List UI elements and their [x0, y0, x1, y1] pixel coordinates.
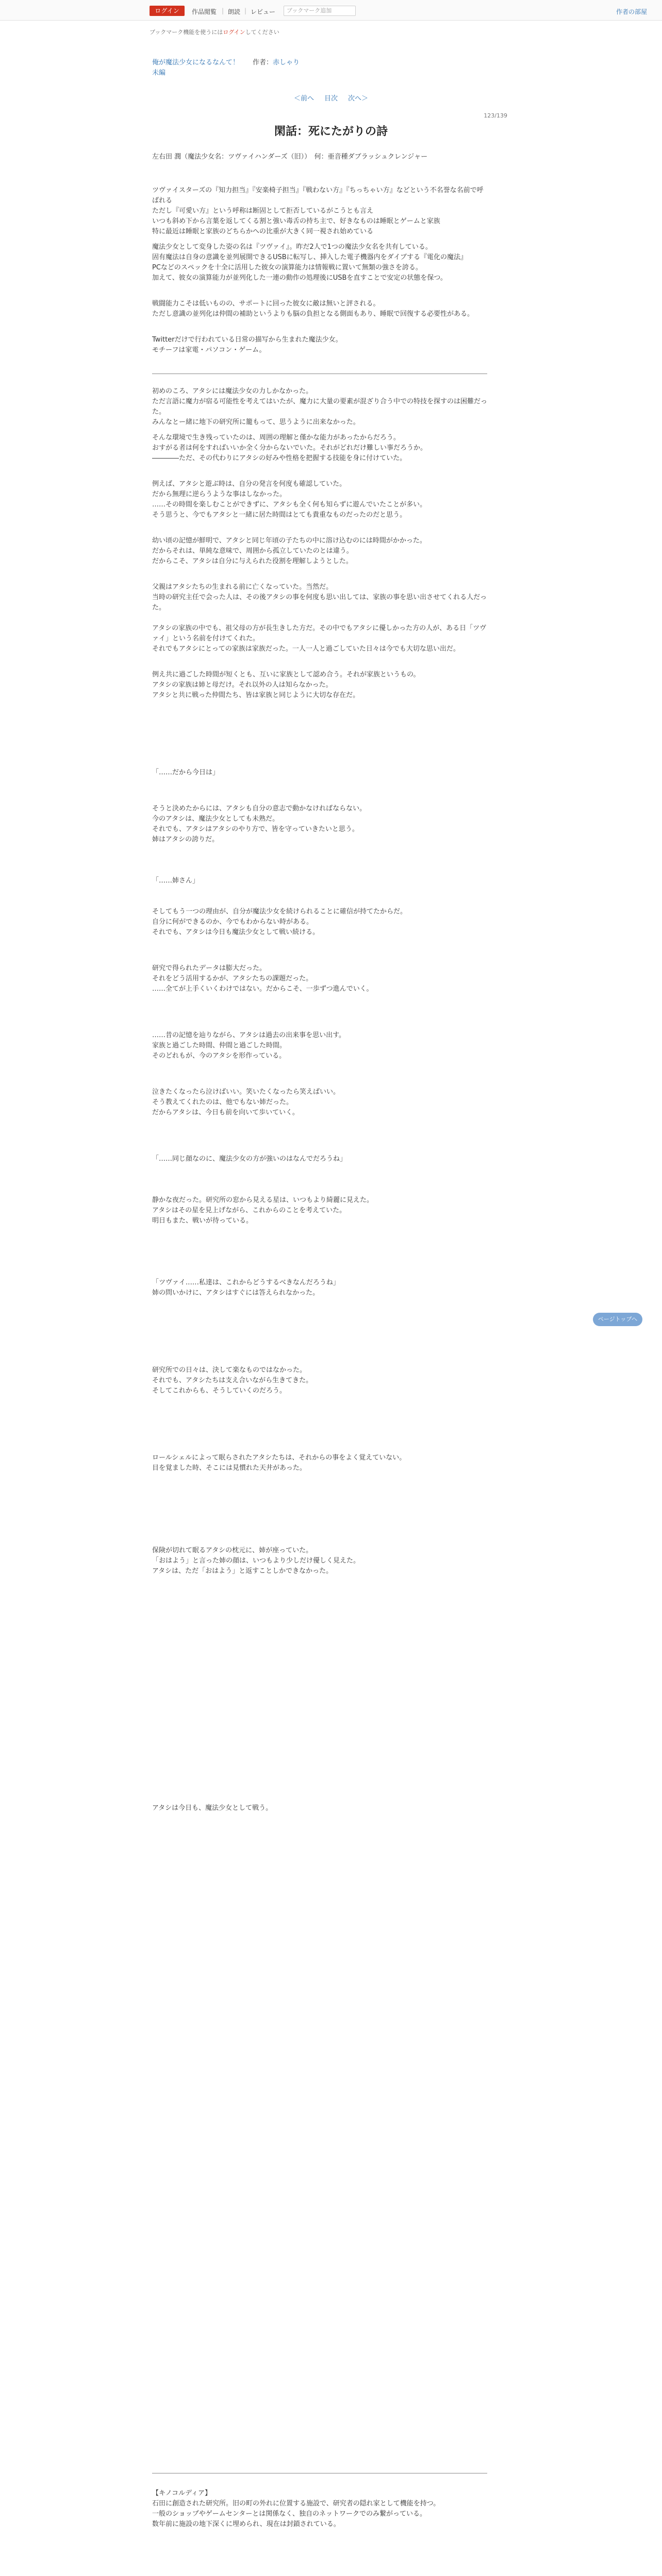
preface-paragraph: 左右田 潤（魔法少女名：ツヴァイハンダーズ（旧）） 何：亜音種ダブラッシュクレンジャー: [152, 153, 428, 161]
episode-number: 123/139: [484, 112, 507, 119]
preface-paragraph: Twitterだけで行われている日常の描写から生まれた魔法少女。 モチーフは家電・パソコン・ゲーム。: [152, 336, 342, 354]
login-button[interactable]: ログイン: [150, 6, 185, 16]
body-paragraph: 例え共に過ごした時間が短くとも、互いに家族として認め合う。それが家族というもの。 アタシの家族は姉と母だけ。それ以外の人は知らなかった。 アタシと共に戦った仲間たち、皆は家族と同じように大切な存在だ。: [152, 671, 420, 699]
body-paragraph: アタシの家族の中でも、祖父母の方が長生きした方だ。その中でもアタシに優しかった方の人が、ある日「ツヴァイ」という名前を付けてくれた。 それでもアタシにとっての家族は家族だった。一人一人と過ごしていた日々は今でも大切な思い出だ。: [152, 624, 487, 653]
body-paragraph: 初めのころ、アタシには魔法少女の力しかなかった。 ただ言語に魔力が宿る可能性を考えてはいたが、魔力に大量の要素が混ざり合う中での特技を探すのは困難だった。 みんなとー緒に地下の研究所に籠もって、思うように出来なかった。: [152, 387, 488, 426]
body-paragraph: そしてもう一つの理由が、自分が魔法少女を続けられることに確信が持てたからだ。 自分に何ができるのか、今でもわからない時がある。 それでも、アタシは今日も魔法少女として戦い続ける。: [152, 908, 407, 936]
body-paragraph: 例えば、アタシと遊ぶ時は、自分の発言を何度も確認していた。 だから無理に逆らうような事はしなかった。 ……その時間を楽しむことができずに、アタシも全く何も知らずに遊んでいたことが多い。 そう思うと、今でもアタシと一緒に居た時間はとても貴重なものだったのだと思う。: [152, 480, 427, 519]
dialogue-line: 「……だから今日は」: [152, 769, 220, 776]
series-status: 未編: [152, 69, 166, 77]
preface-paragraph: 戦闘能力こそは低いものの、サポートに回った彼女に敵は無いと評される。 ただし意識の並列化は仲間の補助というよりも脳の負担となる側面もあり、睡眠で回復する必要性がある。: [152, 300, 474, 318]
nav-separator: |: [244, 7, 247, 14]
dialogue-line: 「……同じ顔なのに、魔法少女の方が強いのはなんでだろうね」: [152, 1155, 347, 1163]
nav-reviews[interactable]: レビュー: [251, 8, 276, 15]
body-paragraph: 静かな夜だった。研究所の窓から見える星は、いつもより綺麗に見えた。 アタシはその星を見上げながら、これからのことを考えていた。 明日もまた、戦いが待っている。: [152, 1196, 374, 1225]
body-paragraph: そうと決めたからには、アタシも自分の意志で動かなければならない。 今のアタシは、魔法少女としても未熟だ。 それでも、アタシはアタシのやり方で、皆を守っていきたいと思う。 姉はアタシの誇りだ。: [152, 805, 367, 843]
bookmark-notice: [150, 28, 279, 36]
notice-login-link[interactable]: ログイン: [223, 29, 245, 36]
series-title-link[interactable]: 俺が魔法少女になるなんて！: [152, 59, 240, 66]
top-bar: [0, 0, 662, 21]
body-paragraph: アタシは今日も、魔法少女として戦う。: [152, 1804, 273, 1812]
author-home-link[interactable]: 作者の部屋: [616, 8, 648, 15]
nav-works[interactable]: 作品閲覧: [192, 8, 217, 15]
pager-top: [0, 93, 662, 103]
afterword-paragraph: 石田に創造された研究所。旧の町の外れに位置する施設で、研究者の隠れ家として機能を持つ。 一般のショップやゲームセンターとは関係なく、独自のネットワークでのみ繋がっている。 数年前に施設の地下深くに埋められ、現在は封鎖されている。: [152, 2500, 440, 2528]
page-top-button[interactable]: ページトップへ: [593, 1313, 642, 1326]
episode-title: 閑話：死にたがりの詩: [274, 125, 388, 138]
notice-prefix: ブックマーク機能を使うには: [150, 29, 223, 36]
nav-reading[interactable]: 朗読: [228, 8, 241, 15]
pager-next[interactable]: 次へ＞: [348, 95, 369, 103]
pager-index[interactable]: 目次: [324, 95, 338, 103]
body-paragraph: 研究所での日々は、決して楽なものではなかった。 それでも、アタシたちは支え合いながら生きてきた。 そしてこれからも、そうしていくのだろう。: [152, 1366, 313, 1395]
body-paragraph: 幼い頃の記憶が鮮明で、アタシと同じ年頃の子たちの中に溶け込むのには時間がかかった。 だからそれは、単純な意味で、周囲から孤立していたのとは違う。 だからこそ、アタシは自分に与えられた役割を理解しようとした。: [152, 537, 426, 565]
author-link[interactable]: 赤しゃり: [273, 59, 300, 66]
preface-paragraph: 魔法少女として変身した姿の名は『ツヴァイ』。昨だ2人で1つの魔法少女名を共有している。 固有魔法は自身の意識を並列展開できるUSBに転写し、挿入した電子機器内をダイブする『電化の魔法』 PCなどのスペックを十全に活用した彼女の演算能力は情報戦に置いて無類の強さを誇る。 加えて、彼女の演算能力が並列化した一連の動作の処理後にUSBを直すことで安定の状態を保つ。: [152, 243, 468, 282]
bookmark-add-box[interactable]: ブックマーク追加: [284, 6, 356, 16]
body-paragraph: 保険が切れて眠るアタシの枕元に、姉が座っていた。 「おはよう」と言った姉の顔は、いつもより少しだけ優しく見えた。 アタシは、ただ「おはよう」と返すことしかできなかった。: [152, 1547, 360, 1575]
dialogue-line: 「ツヴァイ……私達は、これからどうするべきなんだろうね」 姉の問いかけに、アタシはすぐには答えられなかった。: [152, 1279, 340, 1297]
body-paragraph: 研究で得られたデータは膨大だった。 それをどう活用するかが、アタシたちの課題だった。 ……全てが上手くいくわけではない。だからこそ、一歩ずつ進んでいく。: [152, 964, 373, 993]
top-bar-inner: [150, 4, 662, 16]
afterword-heading: 【キノコルディア】: [152, 2489, 212, 2497]
body-paragraph: ロールシェルによって眠らされたアタシたちは、それからの事をよく覚えていない。 目を覚ました時、そこには見慣れた天井があった。: [152, 1454, 406, 1472]
body-paragraph: 父親はアタシたちの生まれる前に亡くなっていた。当然だ。 当時の研究主任で会った人は、その後アタシの事を何度も思い出しては、家族の事を思い出させてくれる人だった。: [152, 583, 487, 612]
body-paragraph: 泣きたくなったら泣けばいい。笑いたくなったら笑えばいい。 そう教えてくれたのは、他でもない姉だった。 だからアタシは、今日も前を向いて歩いていく。: [152, 1088, 340, 1116]
preface-paragraph: ツヴァイスターズの『知力担当』『安楽椅子担当』『戦わない方』『ちっちゃい方』などという不名誉な名前で呼ばれる ただし『可愛い方』という呼称は断固として拒否しているがこうとも言え いつも斜め下から言葉を返してくる割と強い毒舌の持ち主で、好きなものは睡眠とゲームと家族 特に最近は睡眠と家族のどちらかへの比重が大きく同一視され始めている: [152, 187, 484, 235]
body-paragraph: ……昔の記憶を辿りながら、アタシは過去の出来事を思い出す。 家族と過ごした時間、仲間と過ごした時間。 そのどれもが、今のアタシを形作っている。: [152, 1031, 346, 1060]
pager-prev[interactable]: ＜前へ: [293, 95, 314, 103]
body-paragraph: そんな環境で生き残っていたのは、周囲の理解と僅かな能力があったからだろう。 おすがる者は何をすればいいか全く分からないでいた。それがどれだけ難しい事だろうか。 ――――ただ、その代わりにアタシの好みや性格を把握する技能を身に付けていた。: [152, 434, 427, 462]
author-line: [253, 57, 300, 66]
notice-suffix: してください: [245, 29, 279, 36]
dialogue-line: 「……姉さん」: [152, 877, 200, 885]
author-label: 作者：: [253, 59, 273, 66]
nav-separator: |: [222, 7, 224, 14]
